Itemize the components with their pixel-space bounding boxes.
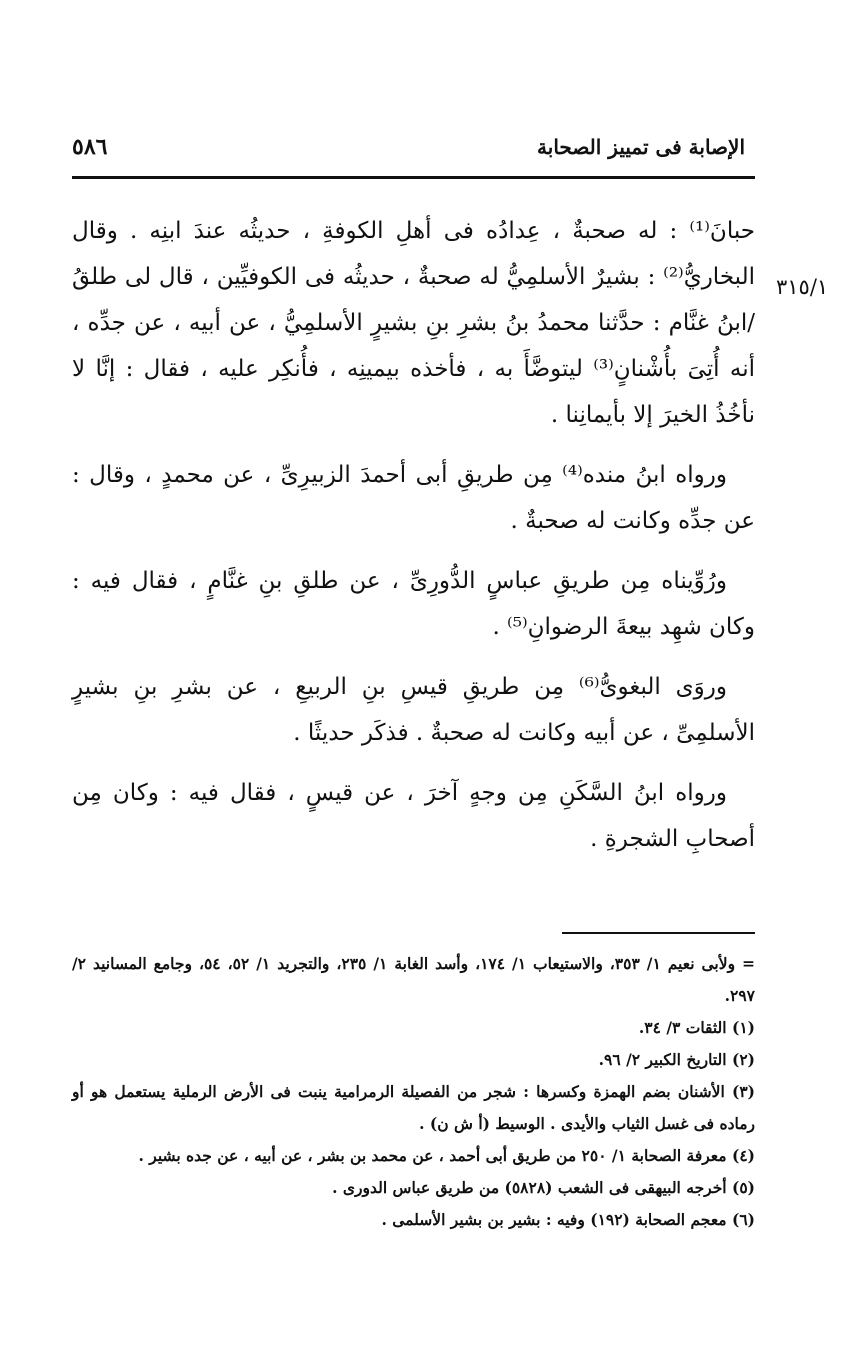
footnote-3: (٣) الأشنان بضم الهمزة وكسرها : شجر من الفصيلة الرمرامية ينبت فى الأرض الرملية يستعمل هو أو رماده فى غسل الثياب والأيدى . الوسيط (أ ش ن) . [72, 1082, 755, 1133]
header-title: الإصابة فى تمييز الصحابة [537, 135, 745, 159]
footnote-1: (١) الثقات ٣/ ٣٤. [638, 1018, 755, 1037]
paragraph-3: ورُوِّيناه مِن طريقِ عباسٍ الدُّورِىِّ ، عن طلقِ بنِ غنَّامٍ ، فقال فيه : وكان شهِد بيعةَ الرضوانِ⁽⁵⁾ . [72, 568, 755, 640]
paragraph-5: ورواه ابنُ السَّكَنِ مِن وجهٍ آخرَ ، عن قيسٍ ، فقال فيه : وكان مِن أصحابِ الشجرةِ . [72, 780, 755, 852]
paragraph-4: وروَى البغوىُّ⁽⁶⁾ مِن طريقِ قيسِ بنِ الربيعِ ، عن بشرِ بنِ بشيرٍ الأسلمِىِّ ، عن أبيه وكانت له صحبةٌ . فذكَر حديثًا . [72, 674, 755, 746]
footnote-rule [562, 932, 755, 934]
paragraph-2: ورواه ابنُ منده⁽⁴⁾ مِن طريقِ أبى أحمدَ الزبيرِىِّ ، عن محمدٍ ، وقال : عن جدِّه وكانت له صحبةٌ . [72, 462, 755, 534]
footnote-continuation: = ولأبى نعيم ١/ ٣٥٣، والاستيعاب ١/ ١٧٤، وأسد الغابة ١/ ٢٣٥، والتجريد ١/ ٥٢، ٥٤، وجامع المسانيد ٢/ ٢٩٧. [72, 954, 756, 1005]
footnote-6: (٦) معجم الصحابة (١٩٢) وفيه : بشير بن بشير الأسلمى . [381, 1210, 755, 1229]
header-rule [72, 176, 755, 179]
footnotes [72, 948, 755, 1236]
footnote-5: (٥) أخرجه البيهقى فى الشعب (٥٨٢٨) من طريق عباس الدورى . [332, 1178, 755, 1197]
main-text [72, 208, 755, 876]
footnote-2: (٢) التاريخ الكبير ٢/ ٩٦. [598, 1050, 755, 1069]
running-header [72, 130, 755, 164]
footnote-4: (٤) معرفة الصحابة ١/ ٢٥٠ من طريق أبى أحمد ، عن محمد بن بشر ، عن أبيه ، عن جده بشير . [138, 1146, 755, 1165]
paragraph-1: حبانَ⁽¹⁾ : له صحبةٌ ، عِدادُه فى أهلِ الكوفةِ ، حديثُه عندَ ابنِه . وقال البخاريُّ⁽²⁾ : بشيرٌ الأسلمِيُّ له صحبةٌ ، حديثُه فى الكوفيِّين ، قال لى طلقُ /ابنُ غنَّام : حدَّثنا محمدُ بنُ بشرِ بنِ بشيرٍ الأسلمِيُّ ، عن أبيه ، عن جدِّه ، أنه أُتِىَ بأُشْنانٍ⁽³⁾ ليتوضَّأَ به ، فأخذه بيمينِه ، فأُنكِر عليه ، فقال : إنَّا لا نأخُذُ الخيرَ إلا بأيمانِنا . [72, 218, 756, 428]
page-number: ٥٨٦ [72, 134, 108, 160]
margin-reference: ٣١٥/١ [776, 275, 829, 299]
